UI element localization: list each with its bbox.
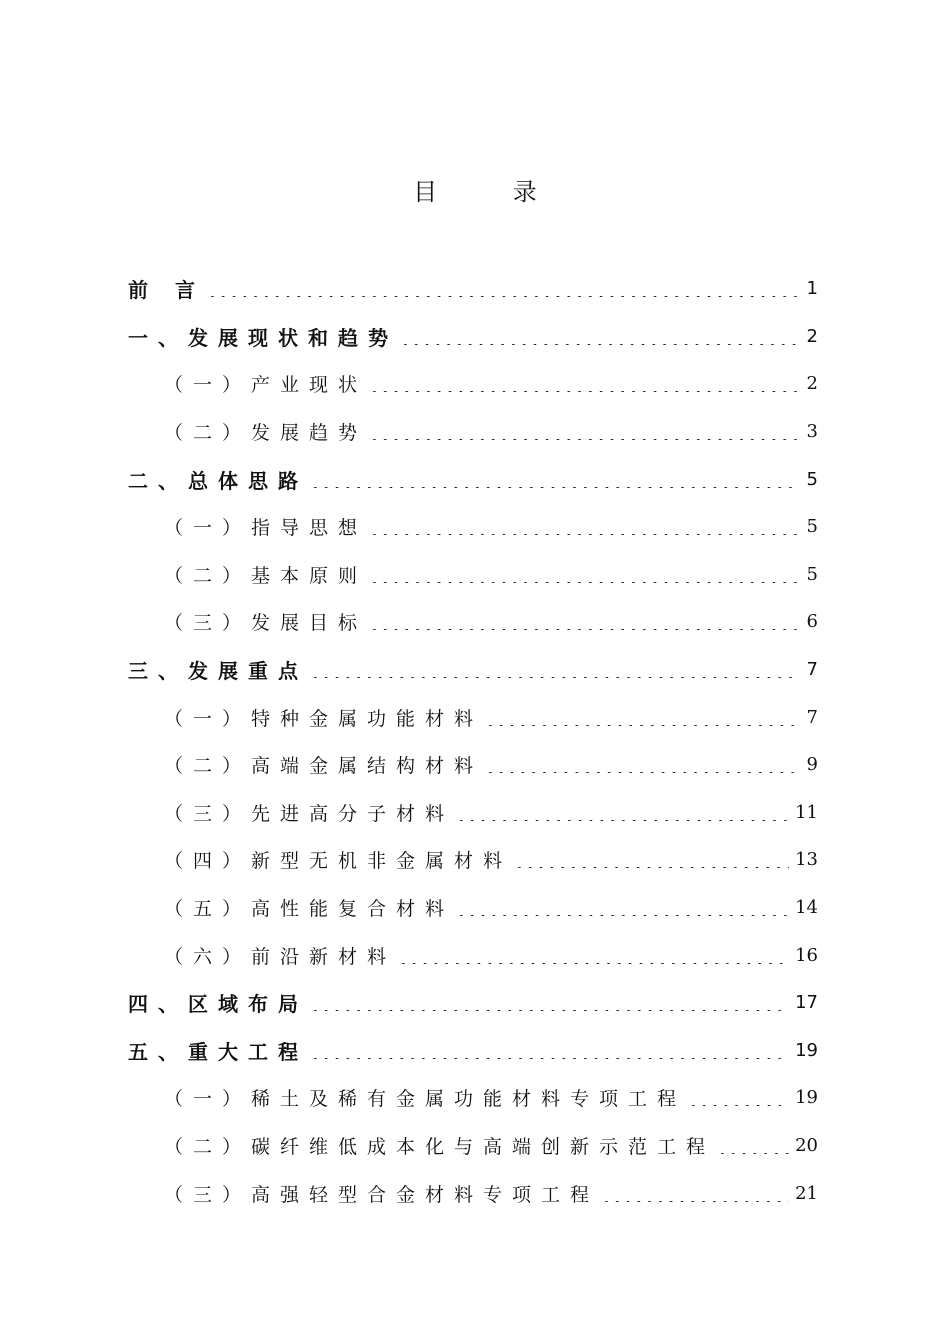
toc-entry[interactable] [128,1074,818,1122]
dot-leader [456,820,789,821]
toc-entry-page: 5 [806,563,818,585]
dot-leader [369,534,798,535]
dot-leader [369,391,798,392]
dot-leader [456,915,789,916]
toc-entry-label: （三）高强轻型合金材料专项工程 [164,1183,600,1206]
toc-entry[interactable] [128,836,818,884]
dot-leader [398,963,789,964]
toc-entry-page: 2 [806,373,818,395]
dot-leader [601,1201,789,1202]
toc-entry-label: 前 言 [128,278,205,303]
toc-entry[interactable] [128,931,818,979]
toc-entry[interactable] [128,979,818,1027]
toc-entry[interactable] [128,646,818,694]
toc-entry[interactable] [128,265,818,313]
dot-leader [485,725,798,726]
toc-entry[interactable] [128,598,818,646]
toc-entry-label: （一）指导思想 [164,517,368,540]
toc-entry-page: 7 [806,706,818,728]
toc-entry-label: （二）基本原则 [164,564,368,587]
toc-entry-label: （三）发展目标 [164,612,368,635]
toc-entry[interactable] [128,313,818,361]
dot-leader [400,344,798,345]
toc-entry-page: 5 [806,468,818,490]
toc-entry[interactable] [128,1027,818,1075]
toc-entry-page: 13 [795,849,818,871]
toc-entry-page: 19 [795,1039,818,1061]
dot-leader [369,629,798,630]
toc-entry[interactable] [128,360,818,408]
toc-entry[interactable] [128,884,818,932]
toc-entry-page: 3 [806,421,818,443]
toc-entry-page: 17 [795,992,818,1014]
toc-entry-page: 20 [795,1134,818,1156]
dot-leader [485,772,798,773]
toc-entry-page: 7 [806,659,818,681]
toc-entry-label: 四、区域布局 [128,992,308,1017]
toc-entry-page: 11 [795,801,818,823]
dot-leader [369,439,798,440]
toc-entry-page: 5 [806,516,818,538]
toc-entry-label: （四）新型无机非金属材料 [164,850,513,873]
toc-entry[interactable] [128,693,818,741]
toc-entry-label: （五）高性能复合材料 [164,898,455,921]
toc-entry-label: （一）稀土及稀有金属功能材料专项工程 [164,1088,687,1111]
toc-entry-label: （二）碳纤维低成本化与高端创新示范工程 [164,1135,716,1158]
toc-entry[interactable] [128,455,818,503]
toc-entry-label: （二）高端金属结构材料 [164,755,484,778]
toc-entry-page: 21 [795,1182,818,1204]
toc-entry[interactable] [128,789,818,837]
toc-title: 目 录 [413,178,571,206]
toc-entry-label: 五、重大工程 [128,1039,308,1064]
toc-entry-page: 6 [806,611,818,633]
dot-leader [207,296,798,297]
toc-entry[interactable] [128,503,818,551]
toc-entry-page: 2 [806,325,818,347]
toc-entry[interactable] [128,741,818,789]
toc-entry-page: 1 [806,278,818,300]
toc-entry-label: （一）产业现状 [164,374,368,397]
toc-entry[interactable] [128,1169,818,1217]
toc-entry-page: 9 [806,754,818,776]
dot-leader [369,582,798,583]
toc-entry[interactable] [128,408,818,456]
toc-entry[interactable] [128,551,818,599]
toc-entry-page: 14 [795,897,818,919]
table-of-contents [128,265,818,1217]
toc-entry-label: （二）发展趋势 [164,422,368,445]
toc-entry-page: 16 [795,944,818,966]
toc-entry-label: （六）前沿新材料 [164,945,397,968]
dot-leader [514,867,789,868]
toc-entry-page: 19 [795,1087,818,1109]
toc-entry-label: （三）先进高分子材料 [164,802,455,825]
toc-entry-label: 三、发展重点 [128,659,308,684]
toc-entry[interactable] [128,1122,818,1170]
toc-entry-label: 二、总体思路 [128,468,308,493]
dot-leader [717,1153,789,1154]
toc-entry-label: 一、发展现状和趋势 [128,325,398,350]
toc-entry-label: （一）特种金属功能材料 [164,707,484,730]
dot-leader [310,1058,789,1059]
dot-leader [310,677,798,678]
dot-leader [688,1105,789,1106]
dot-leader [310,1010,789,1011]
dot-leader [310,487,798,488]
